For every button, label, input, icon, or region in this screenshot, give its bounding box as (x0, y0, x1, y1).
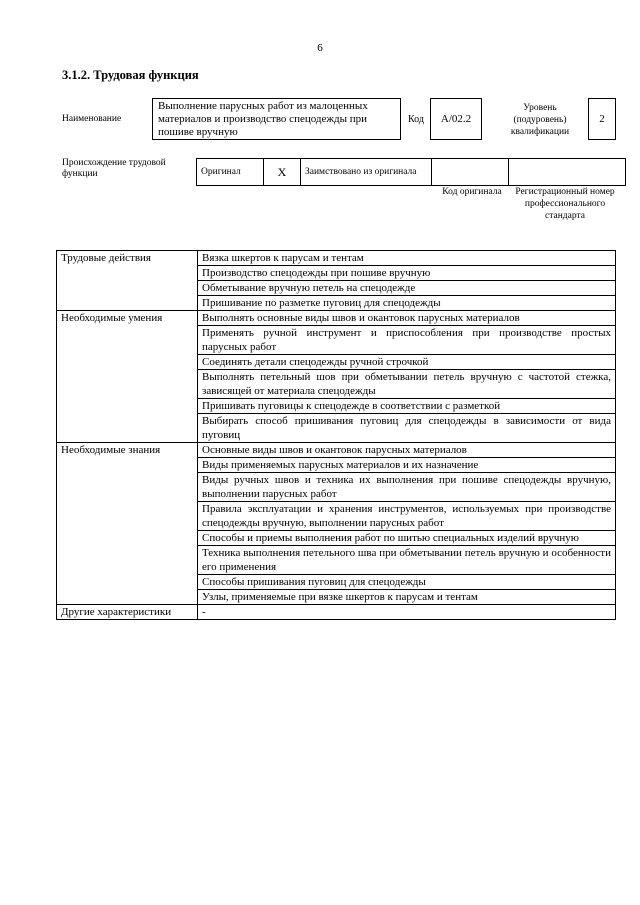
function-name-box: Выполнение парусных работ из малоценных материалов и производство спецодежды при пошиве вручную (152, 98, 401, 140)
item-cell: - (198, 605, 616, 620)
code-label: Код (408, 114, 424, 125)
registration-number-caption: Регистрационный номер профессионального стандарта (515, 187, 615, 221)
origin-label: Происхождение трудовой функции (62, 158, 166, 179)
original-code-cell (432, 159, 509, 186)
item-cell: Виды применяемых парусных материалов и их назначение (198, 458, 616, 473)
item-cell: Выполнять петельный шов при обметывании петель вручную с частотой стежка, зависящей от материала спецодежды (198, 370, 616, 399)
origin-table (196, 158, 626, 186)
category-cell: Необходимые умения (57, 311, 198, 443)
qualification-level-label: Уровень (подуровень) квалификации (510, 103, 570, 137)
table-row (57, 605, 616, 620)
item-cell: Основные виды швов и окантовок парусных материалов (198, 443, 616, 458)
item-cell: Техника выполнения петельного шва при обметывании петель вручную и особенности его применения (198, 546, 616, 575)
labor-function-table (56, 250, 616, 620)
item-cell: Способы и приемы выполнения работ по шитью специальных изделий вручную (198, 531, 616, 546)
qualification-level-box: 2 (588, 98, 616, 140)
borrowed-label: Заимствовано из оригинала (301, 159, 432, 186)
item-cell: Узлы, применяемые при вязке шкертов к парусам и тентам (198, 590, 616, 605)
original-mark: X (264, 159, 301, 186)
code-box: А/02.2 (430, 98, 482, 140)
section-title: 3.1.2. Трудовая функция (62, 68, 199, 82)
category-cell: Необходимые знания (57, 443, 198, 605)
item-cell: Пришивание по разметке пуговиц для спецодежды (198, 296, 616, 311)
item-cell: Пришивать пуговицы к спецодежде в соответствии с разметкой (198, 399, 616, 414)
table-row (57, 311, 616, 326)
table-row (57, 251, 616, 266)
original-code-caption: Код оригинала (442, 187, 502, 197)
item-cell: Выполнять основные виды швов и окантовок парусных материалов (198, 311, 616, 326)
original-label: Оригинал (197, 159, 264, 186)
item-cell: Соединять детали спецодежды ручной строчкой (198, 355, 616, 370)
page-number: 6 (317, 42, 323, 54)
item-cell: Способы пришивания пуговиц для спецодежды (198, 575, 616, 590)
item-cell: Обметывание вручную петель на спецодежде (198, 281, 616, 296)
item-cell: Применять ручной инструмент и приспособления при производстве простых парусных работ (198, 326, 616, 355)
category-cell: Другие характеристики (57, 605, 198, 620)
name-label: Наименование (62, 114, 122, 124)
registration-number-cell (509, 159, 626, 186)
category-cell: Трудовые действия (57, 251, 198, 311)
item-cell: Вязка шкертов к парусам и тентам (198, 251, 616, 266)
item-cell: Виды ручных швов и техника их выполнения при пошиве спецодежды вручную, выполнении парусных работ (198, 473, 616, 502)
item-cell: Выбирать способ пришивания пуговиц для спецодежды в зависимости от вида пуговиц (198, 414, 616, 443)
item-cell: Производство спецодежды при пошиве вручную (198, 266, 616, 281)
item-cell: Правила эксплуатации и хранения инструментов, используемых при производстве спецодежды вручную, выполнении парусных работ (198, 502, 616, 531)
table-row (57, 443, 616, 458)
